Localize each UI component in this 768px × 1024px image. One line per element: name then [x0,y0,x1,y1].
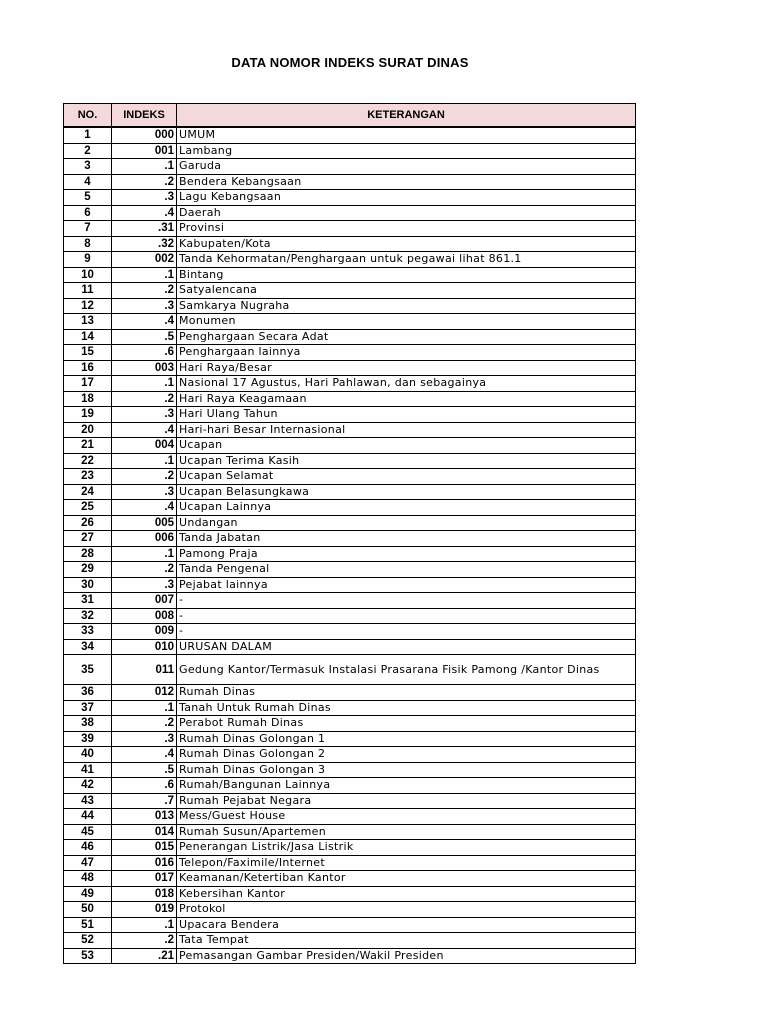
table-row [64,391,636,407]
table-row [64,531,636,547]
row-indeks-cell: 002 [112,252,177,268]
row-no-cell: 29 [64,562,112,578]
row-indeks-cell: 013 [112,809,177,825]
table-row [64,438,636,454]
row-indeks-cell: 015 [112,840,177,856]
row-keterangan-cell: Ucapan Belasungkawa [177,484,636,500]
row-no-cell: 7 [64,221,112,237]
row-keterangan-cell: Pejabat lainnya [177,577,636,593]
row-keterangan-cell: Tanda Pengenal [177,562,636,578]
row-no-cell: 1 [64,127,112,143]
table-row [64,886,636,902]
row-keterangan-cell: Undangan [177,515,636,531]
row-no-cell: 38 [64,716,112,732]
row-indeks-cell: .21 [112,948,177,964]
table-row [64,685,636,701]
row-no-cell: 26 [64,515,112,531]
row-keterangan-cell: - [177,608,636,624]
table-row [64,902,636,918]
row-indeks-cell: .4 [112,314,177,330]
row-keterangan-cell: Gedung Kantor/Termasuk Instalasi Prasarana Fisik Pamong /Kantor Dinas [177,655,636,685]
row-no-cell: 10 [64,267,112,283]
row-keterangan-cell: Rumah Dinas [177,685,636,701]
row-keterangan-cell: Garuda [177,159,636,175]
row-keterangan-cell: Samkarya Nugraha [177,298,636,314]
row-indeks-cell: 010 [112,639,177,655]
row-no-cell: 35 [64,655,112,685]
index-table [63,103,636,964]
table-row [64,376,636,392]
table-row [64,236,636,252]
row-indeks-cell: 004 [112,438,177,454]
row-indeks-cell: .7 [112,793,177,809]
table-row [64,252,636,268]
table-row [64,824,636,840]
row-no-cell: 6 [64,205,112,221]
row-keterangan-cell: Bendera Kebangsaan [177,174,636,190]
row-keterangan-cell: Keamanan/Ketertiban Kantor [177,871,636,887]
row-indeks-cell: 006 [112,531,177,547]
table-row [64,546,636,562]
row-indeks-cell: .2 [112,469,177,485]
table-row [64,500,636,516]
row-no-cell: 2 [64,143,112,159]
row-indeks-cell: .3 [112,577,177,593]
row-keterangan-cell: Penerangan Listrik/Jasa Listrik [177,840,636,856]
row-no-cell: 13 [64,314,112,330]
table-row [64,840,636,856]
row-keterangan-cell: Satyalencana [177,283,636,299]
row-no-cell: 51 [64,917,112,933]
table-row [64,453,636,469]
table-row [64,933,636,949]
row-no-cell: 49 [64,886,112,902]
row-keterangan-cell: Rumah Pejabat Negara [177,793,636,809]
row-keterangan-cell: Bintang [177,267,636,283]
row-indeks-cell: .3 [112,731,177,747]
row-no-cell: 14 [64,329,112,345]
row-keterangan-cell: Rumah Dinas Golongan 1 [177,731,636,747]
row-no-cell: 52 [64,933,112,949]
row-indeks-cell: .32 [112,236,177,252]
row-indeks-cell: 007 [112,593,177,609]
header-indeks: INDEKS [112,104,177,128]
row-indeks-cell: .2 [112,391,177,407]
row-keterangan-cell: Penghargaan lainnya [177,345,636,361]
table-row [64,639,636,655]
row-indeks-cell: .5 [112,762,177,778]
row-keterangan-cell: Ucapan Lainnya [177,500,636,516]
table-row [64,608,636,624]
table-row [64,422,636,438]
row-no-cell: 3 [64,159,112,175]
row-no-cell: 9 [64,252,112,268]
table-row [64,329,636,345]
row-keterangan-cell: Perabot Rumah Dinas [177,716,636,732]
row-keterangan-cell: Lagu Kebangsaan [177,190,636,206]
row-no-cell: 18 [64,391,112,407]
row-no-cell: 46 [64,840,112,856]
row-indeks-cell: .6 [112,778,177,794]
row-no-cell: 34 [64,639,112,655]
table-row [64,190,636,206]
row-indeks-cell: 014 [112,824,177,840]
row-keterangan-cell: Rumah/Bangunan Lainnya [177,778,636,794]
row-keterangan-cell: Telepon/Faximile/Internet [177,855,636,871]
row-keterangan-cell: Provinsi [177,221,636,237]
row-indeks-cell: 009 [112,624,177,640]
row-indeks-cell: 016 [112,855,177,871]
row-keterangan-cell: Pamong Praja [177,546,636,562]
row-keterangan-cell: Hari-hari Besar Internasional [177,422,636,438]
row-no-cell: 11 [64,283,112,299]
row-no-cell: 50 [64,902,112,918]
row-no-cell: 39 [64,731,112,747]
row-indeks-cell: .6 [112,345,177,361]
table-row [64,871,636,887]
table-row [64,407,636,423]
row-no-cell: 28 [64,546,112,562]
table-row [64,484,636,500]
row-no-cell: 5 [64,190,112,206]
row-indeks-cell: .2 [112,562,177,578]
table-row [64,174,636,190]
row-no-cell: 53 [64,948,112,964]
row-keterangan-cell: Daerah [177,205,636,221]
table-row [64,700,636,716]
row-indeks-cell: .3 [112,484,177,500]
row-indeks-cell: .1 [112,159,177,175]
row-no-cell: 36 [64,685,112,701]
table-row [64,360,636,376]
row-indeks-cell: .3 [112,190,177,206]
row-keterangan-cell: Mess/Guest House [177,809,636,825]
table-row [64,762,636,778]
row-indeks-cell: 000 [112,127,177,143]
row-keterangan-cell: Tanah Untuk Rumah Dinas [177,700,636,716]
row-no-cell: 8 [64,236,112,252]
row-indeks-cell: 017 [112,871,177,887]
table-row [64,948,636,964]
row-keterangan-cell: URUSAN DALAM [177,639,636,655]
row-indeks-cell: .1 [112,700,177,716]
table-row [64,143,636,159]
row-keterangan-cell: Nasional 17 Agustus, Hari Pahlawan, dan sebagainya [177,376,636,392]
table-row [64,298,636,314]
row-indeks-cell: .5 [112,329,177,345]
table-row [64,778,636,794]
row-indeks-cell: .1 [112,376,177,392]
row-indeks-cell: .4 [112,422,177,438]
row-keterangan-cell: Pemasangan Gambar Presiden/Wakil Presiden [177,948,636,964]
row-indeks-cell: .4 [112,500,177,516]
row-keterangan-cell: Ucapan [177,438,636,454]
row-indeks-cell: 005 [112,515,177,531]
table-row [64,314,636,330]
document-title: DATA NOMOR INDEKS SURAT DINAS [231,55,469,70]
row-no-cell: 21 [64,438,112,454]
row-no-cell: 24 [64,484,112,500]
row-keterangan-cell: Kabupaten/Kota [177,236,636,252]
table-row [64,731,636,747]
row-keterangan-cell: Lambang [177,143,636,159]
row-no-cell: 40 [64,747,112,763]
table-row [64,747,636,763]
row-keterangan-cell: Hari Raya Keagamaan [177,391,636,407]
row-no-cell: 32 [64,608,112,624]
row-no-cell: 15 [64,345,112,361]
table-row [64,345,636,361]
row-no-cell: 47 [64,855,112,871]
row-no-cell: 22 [64,453,112,469]
row-keterangan-cell: Protokol [177,902,636,918]
table-row [64,267,636,283]
row-keterangan-cell: - [177,593,636,609]
row-no-cell: 25 [64,500,112,516]
table-row [64,205,636,221]
row-no-cell: 20 [64,422,112,438]
row-no-cell: 33 [64,624,112,640]
table-row [64,855,636,871]
row-indeks-cell: 011 [112,655,177,685]
table-row [64,624,636,640]
row-keterangan-cell: Upacara Bendera [177,917,636,933]
row-keterangan-cell: Hari Raya/Besar [177,360,636,376]
table-header-row [64,104,636,128]
table-row [64,159,636,175]
row-indeks-cell: .31 [112,221,177,237]
table-row [64,809,636,825]
table-row [64,127,636,143]
row-indeks-cell: .3 [112,407,177,423]
row-no-cell: 19 [64,407,112,423]
table-row [64,716,636,732]
row-indeks-cell: .1 [112,453,177,469]
row-no-cell: 42 [64,778,112,794]
row-no-cell: 44 [64,809,112,825]
row-indeks-cell: .4 [112,747,177,763]
row-keterangan-cell: Ucapan Terima Kasih [177,453,636,469]
table-row [64,577,636,593]
row-keterangan-cell: Tanda Jabatan [177,531,636,547]
row-no-cell: 16 [64,360,112,376]
row-indeks-cell: 012 [112,685,177,701]
row-keterangan-cell: Tata Tempat [177,933,636,949]
row-no-cell: 45 [64,824,112,840]
row-no-cell: 4 [64,174,112,190]
row-no-cell: 48 [64,871,112,887]
table-row [64,562,636,578]
row-keterangan-cell: Rumah Susun/Apartemen [177,824,636,840]
row-keterangan-cell: Ucapan Selamat [177,469,636,485]
row-indeks-cell: 019 [112,902,177,918]
row-keterangan-cell: Penghargaan Secara Adat [177,329,636,345]
row-indeks-cell: 003 [112,360,177,376]
row-indeks-cell: .1 [112,917,177,933]
row-no-cell: 43 [64,793,112,809]
row-no-cell: 30 [64,577,112,593]
table-row [64,515,636,531]
row-no-cell: 12 [64,298,112,314]
row-indeks-cell: 018 [112,886,177,902]
row-keterangan-cell: UMUM [177,127,636,143]
row-keterangan-cell: Kebersihan Kantor [177,886,636,902]
row-keterangan-cell: Monumen [177,314,636,330]
table-row [64,793,636,809]
row-indeks-cell: .1 [112,546,177,562]
table-row [64,655,636,685]
header-keterangan: KETERANGAN [177,104,636,128]
table-row [64,469,636,485]
row-indeks-cell: .3 [112,298,177,314]
row-no-cell: 17 [64,376,112,392]
table-row [64,221,636,237]
row-no-cell: 37 [64,700,112,716]
row-indeks-cell: 008 [112,608,177,624]
row-keterangan-cell: Rumah Dinas Golongan 3 [177,762,636,778]
row-no-cell: 41 [64,762,112,778]
row-no-cell: 23 [64,469,112,485]
table-body [64,127,636,964]
row-indeks-cell: .1 [112,267,177,283]
table-row [64,917,636,933]
row-indeks-cell: 001 [112,143,177,159]
row-keterangan-cell: Rumah Dinas Golongan 2 [177,747,636,763]
table-row [64,593,636,609]
row-indeks-cell: .2 [112,933,177,949]
row-keterangan-cell: Tanda Kehormatan/Penghargaan untuk pegawai lihat 861.1 [177,252,636,268]
row-keterangan-cell: Hari Ulang Tahun [177,407,636,423]
row-indeks-cell: .4 [112,205,177,221]
header-no: NO. [64,104,112,128]
row-indeks-cell: .2 [112,716,177,732]
row-indeks-cell: .2 [112,283,177,299]
table-row [64,283,636,299]
row-keterangan-cell: - [177,624,636,640]
row-no-cell: 27 [64,531,112,547]
row-indeks-cell: .2 [112,174,177,190]
row-no-cell: 31 [64,593,112,609]
